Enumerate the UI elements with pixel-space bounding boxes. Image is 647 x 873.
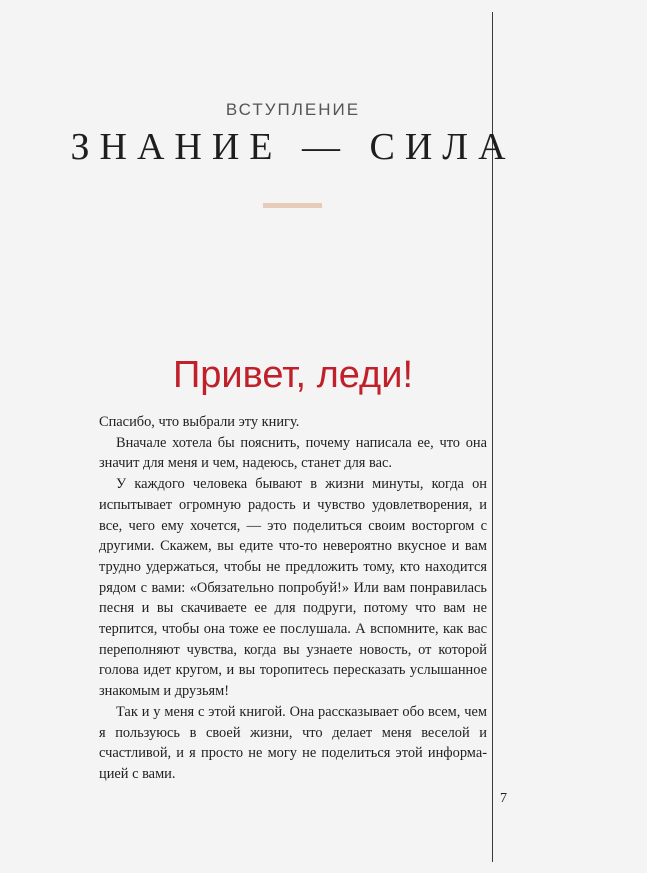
accent-bar (263, 203, 322, 208)
chapter-kicker: ВСТУПЛЕНИЕ (225, 100, 361, 119)
paragraph-3: У каждого человека бывают в жизни минуты, когда он испытывает огромную радость и чувство удовлетворения, и все, чего ему хочется, — это поделиться своим восторгом с другими. Скажем, вы едите что-то невероятно вкусное и вам трудно удержаться, чтобы не предложить тому, кто находится рядом с вами: «Обязательно попробуй!» Или вам понравилась песня и вы скачиваете ее для подруги, потому что вам не терпится, чтобы она тоже ее послушала. А вспомните, как вас переполняют чувства, когда вы узнаете новость, от которой голова идет кругом, и вы торопитесь пересказать услышанное знакомым и друзьям! (99, 476, 487, 700)
page-number: 7 (500, 791, 507, 806)
paragraph-4: Так и у меня с этой книгой. Она рассказывает обо всем, чем я пользуюсь в своей жизни, что делает меня веселой и счастливой, и я просто не могу не поделиться этой информацией с вами. (99, 703, 487, 782)
paragraph-2: Вначале хотела бы пояснить, почему написала ее, что она значит для меня и чем, надеюсь, станет для вас. (99, 434, 487, 472)
paragraph-1: Спасибо, что выбрали эту книгу. (99, 414, 300, 430)
section-heading: Привет, леди! (172, 354, 414, 396)
body-text (99, 412, 487, 785)
chapter-title: ЗНАНИЕ — СИЛА (70, 126, 516, 168)
